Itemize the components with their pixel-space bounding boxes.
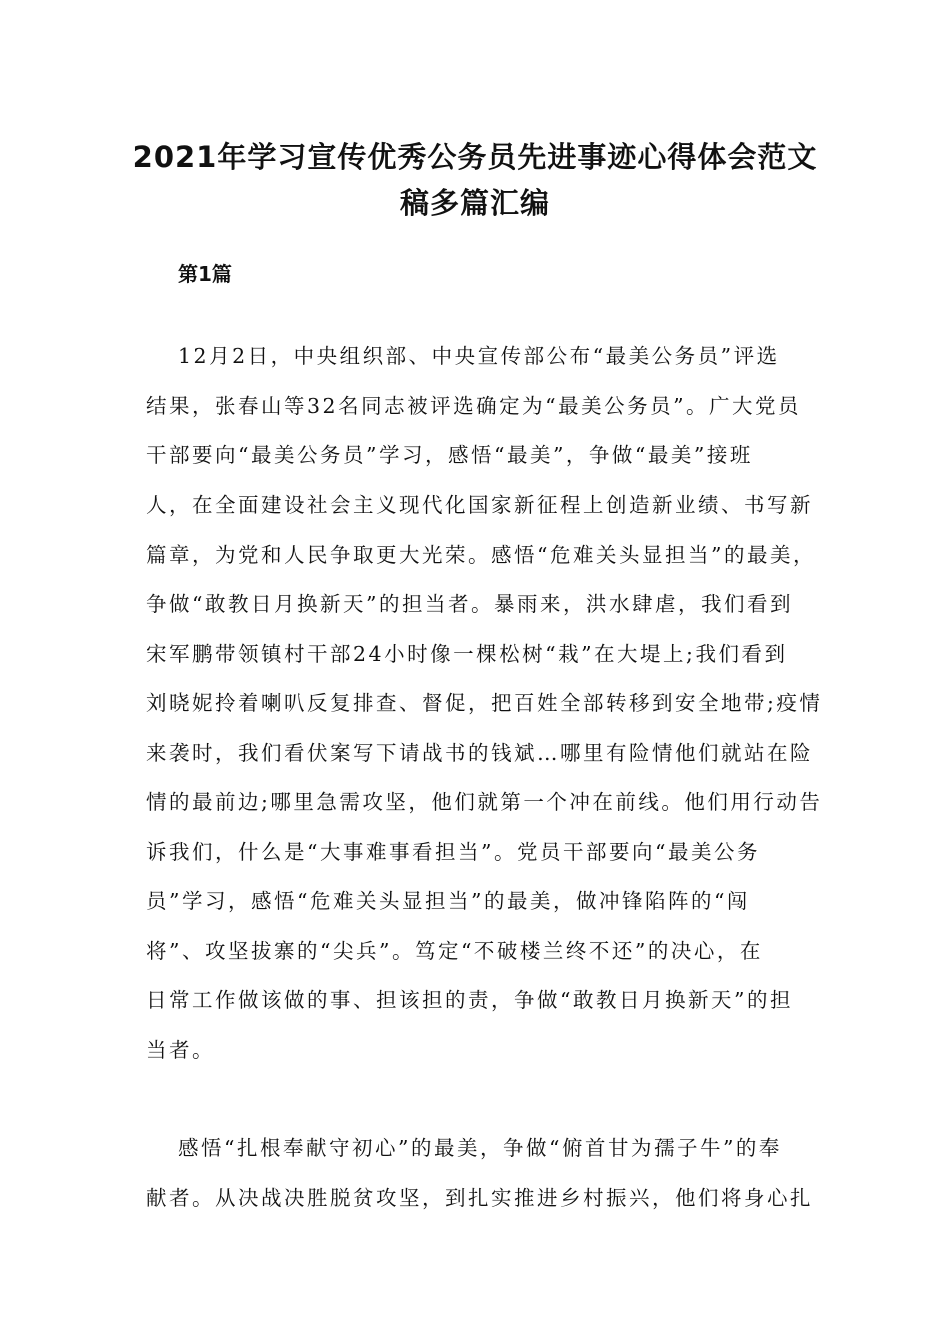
paragraph-line: 感悟“扎根奉献守初心”的最美，争做“俯首甘为孺子牛”的奉 [178, 1136, 782, 1160]
paragraph-line: 刘晓妮拎着喇叭反复排查、督促，把百姓全部转移到安全地带;疫情 [146, 691, 823, 715]
paragraph-line: 宋军鹏带领镇村干部24小时像一棵松树“栽”在大堤上;我们看到 [146, 642, 788, 666]
paragraph-line: 篇章，为党和人民争取更大光荣。感悟“危难关头显担当”的最美， [146, 543, 816, 567]
document-title-line-2: 稿多篇汇编 [399, 186, 550, 220]
paragraph-line: 诉我们，什么是“大事难事看担当”。党员干部要向“最美公务 [146, 840, 760, 864]
paragraph-line: 情的最前边;哪里急需攻坚，他们就第一个冲在前线。他们用行动告 [146, 790, 823, 814]
paragraph-line: 12月2日，中央组织部、中央宣传部公布“最美公务员”评选 [178, 344, 780, 368]
paragraph-line: 员”学习，感悟“危难关头显担当”的最美，做冲锋陷阵的“闯 [146, 889, 750, 913]
paragraph-line: 争做“敢教日月换新天”的担当者。暴雨来，洪水肆虐，我们看到 [146, 592, 793, 616]
paragraph-line: 来袭时，我们看伏案写下请战书的钱斌…哪里有险情他们就站在险 [146, 741, 813, 765]
paragraph-line: 日常工作做该做的事、担该担的责，争做“敢教日月换新天”的担 [146, 988, 793, 1012]
document-title-line-1: 2021年学习宣传优秀公务员先进事迹心得体会范文 [132, 140, 818, 174]
paragraph-line: 结果，张春山等32名同志被评选确定为“最美公务员”。广大党员 [146, 394, 802, 418]
paragraph-line: 献者。从决战决胜脱贫攻坚，到扎实推进乡村振兴，他们将身心扎 [146, 1186, 813, 1210]
paragraph-line: 当者。 [146, 1038, 215, 1062]
paragraph-line: 干部要向“最美公务员”学习，感悟“最美”，争做“最美”接班 [146, 443, 753, 467]
section-heading: 第1篇 [178, 262, 232, 286]
paragraph-line: 将”、攻坚拔寨的“尖兵”。笃定“不破楼兰终不还”的决心，在 [146, 939, 763, 963]
paragraph-line: 人，在全面建设社会主义现代化国家新征程上创造新业绩、书写新 [146, 493, 813, 517]
